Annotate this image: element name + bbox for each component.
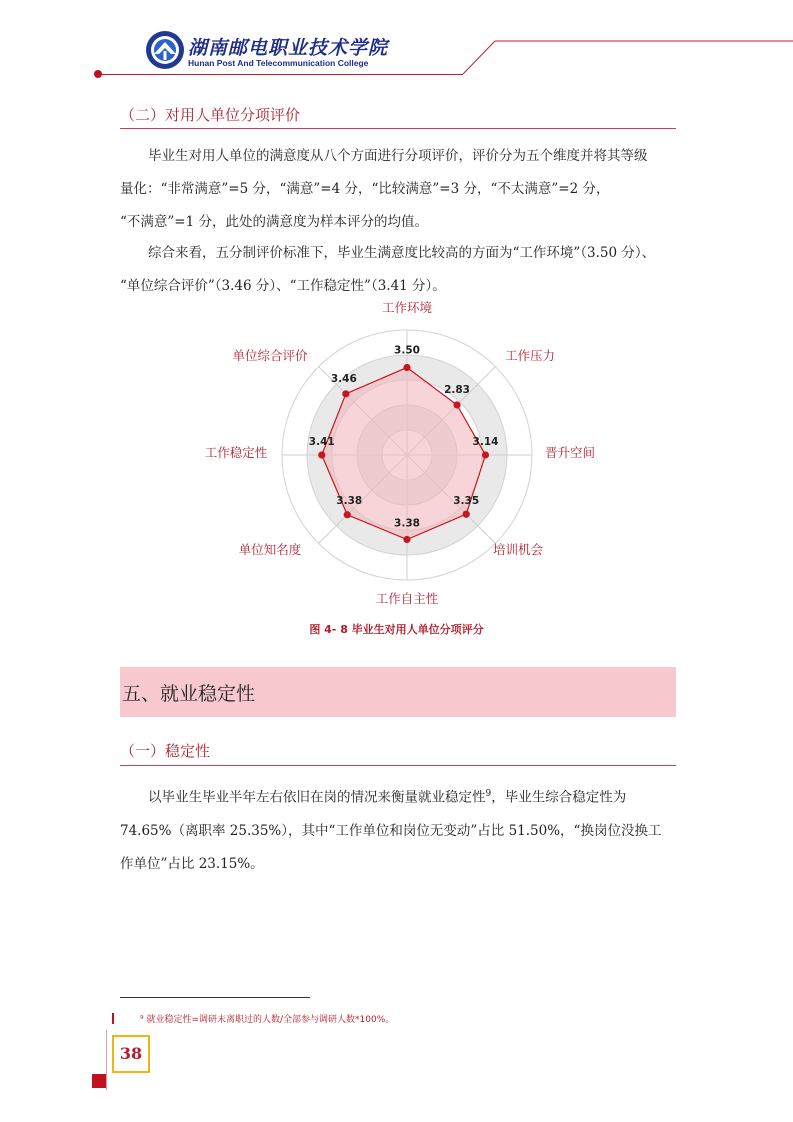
footnote-rule [120,997,310,998]
paragraph-line: 74.65%（离职率 25.35%），其中“工作单位和岗位无变动”占比 51.50%，“换岗位没换工 [120,822,662,839]
header-rule-left [98,74,463,75]
section-title-rule [120,128,676,129]
figure-caption: 图 4- 8 毕业生对用人单位分项评分 [309,623,484,636]
radar-point [463,511,470,518]
paragraph-line: “单位综合评价”（3.46 分）、“工作稳定性”（3.41 分）。 [120,278,446,294]
footnote-text: ⁹ 就业稳定性=调研未离职过的人数/全部参与调研人数*100%。 [140,1015,395,1025]
radar-point [403,364,410,371]
radar-point [342,390,349,397]
radar-chart [150,290,650,615]
paragraph-line: 毕业生对用人单位的满意度从八个方面进行分项评价，评价分为五个维度并将其等级 [148,148,648,164]
stability-text-b: ，毕业生综合稳定性为 [491,789,627,806]
section-title-employer-evaluation: （二）对用人单位分项评价 [120,106,301,124]
footnote-marker [112,1013,114,1024]
paragraph-line: 量化：“非常满意”=5 分，“满意”=4 分，“比较满意”=3 分，“不太满意”=2 分， [120,181,610,197]
chapter-title: 五、就业稳定性 [122,683,256,705]
header-rule-slant [455,38,793,78]
radar-category-label: 工作环境 [381,300,433,315]
radar-value-label: 3.50 [394,344,420,357]
section-title-rule [120,765,676,766]
radar-value-label: 3.35 [453,495,480,508]
radar-point [453,401,460,408]
radar-point [344,511,351,518]
school-name-en: Hunan Post And Telecommunication College [188,58,369,68]
footnote-ref[interactable]: 9 [485,789,492,799]
paragraph-stability [120,778,676,881]
paragraph-line [120,778,676,815]
radar-category-label: 单位知名度 [238,542,302,557]
radar-category-label: 工作自主性 [375,591,439,606]
radar-category-label: 培训机会 [492,542,544,557]
radar-value-label: 3.41 [308,436,335,448]
radar-point [318,451,325,458]
paragraph-line: “不满意”=1 分，此处的满意度为样本评分的均值。 [120,214,428,230]
section-title-stability: （一）稳定性 [120,742,211,760]
radar-category-label: 工作稳定性 [204,445,268,460]
radar-value-label: 3.38 [394,517,420,530]
radar-value-label: 3.14 [472,436,499,448]
radar-category-label: 晋升空间 [544,445,596,460]
paragraph-line: 综合来看，五分制评价标准下，毕业生满意度比较高的方面为“工作环境”（3.50 分）、 [148,245,656,261]
radar-point [482,451,489,458]
header-dot [94,70,102,78]
page-corner-square [92,1074,106,1088]
paragraph-line: 作单位”占比 23.15%。 [120,855,264,872]
paragraph-method [120,140,676,239]
radar-value-label: 3.46 [330,372,357,385]
school-name-cn: 湖南邮电职业技术学院 [188,37,389,59]
page-corner-line [106,1030,107,1090]
radar-category-label: 工作压力 [504,348,556,363]
stability-text-a: 以毕业生毕业半年左右依旧在岗的情况来衡量就业稳定性 [148,789,486,806]
radar-value-label: 2.83 [444,383,470,396]
page-number: 38 [119,1044,143,1063]
radar-point [403,536,410,543]
radar-category-label: 单位综合评价 [232,348,308,363]
radar-value-label: 3.38 [336,494,363,507]
college-emblem-icon [145,30,185,70]
